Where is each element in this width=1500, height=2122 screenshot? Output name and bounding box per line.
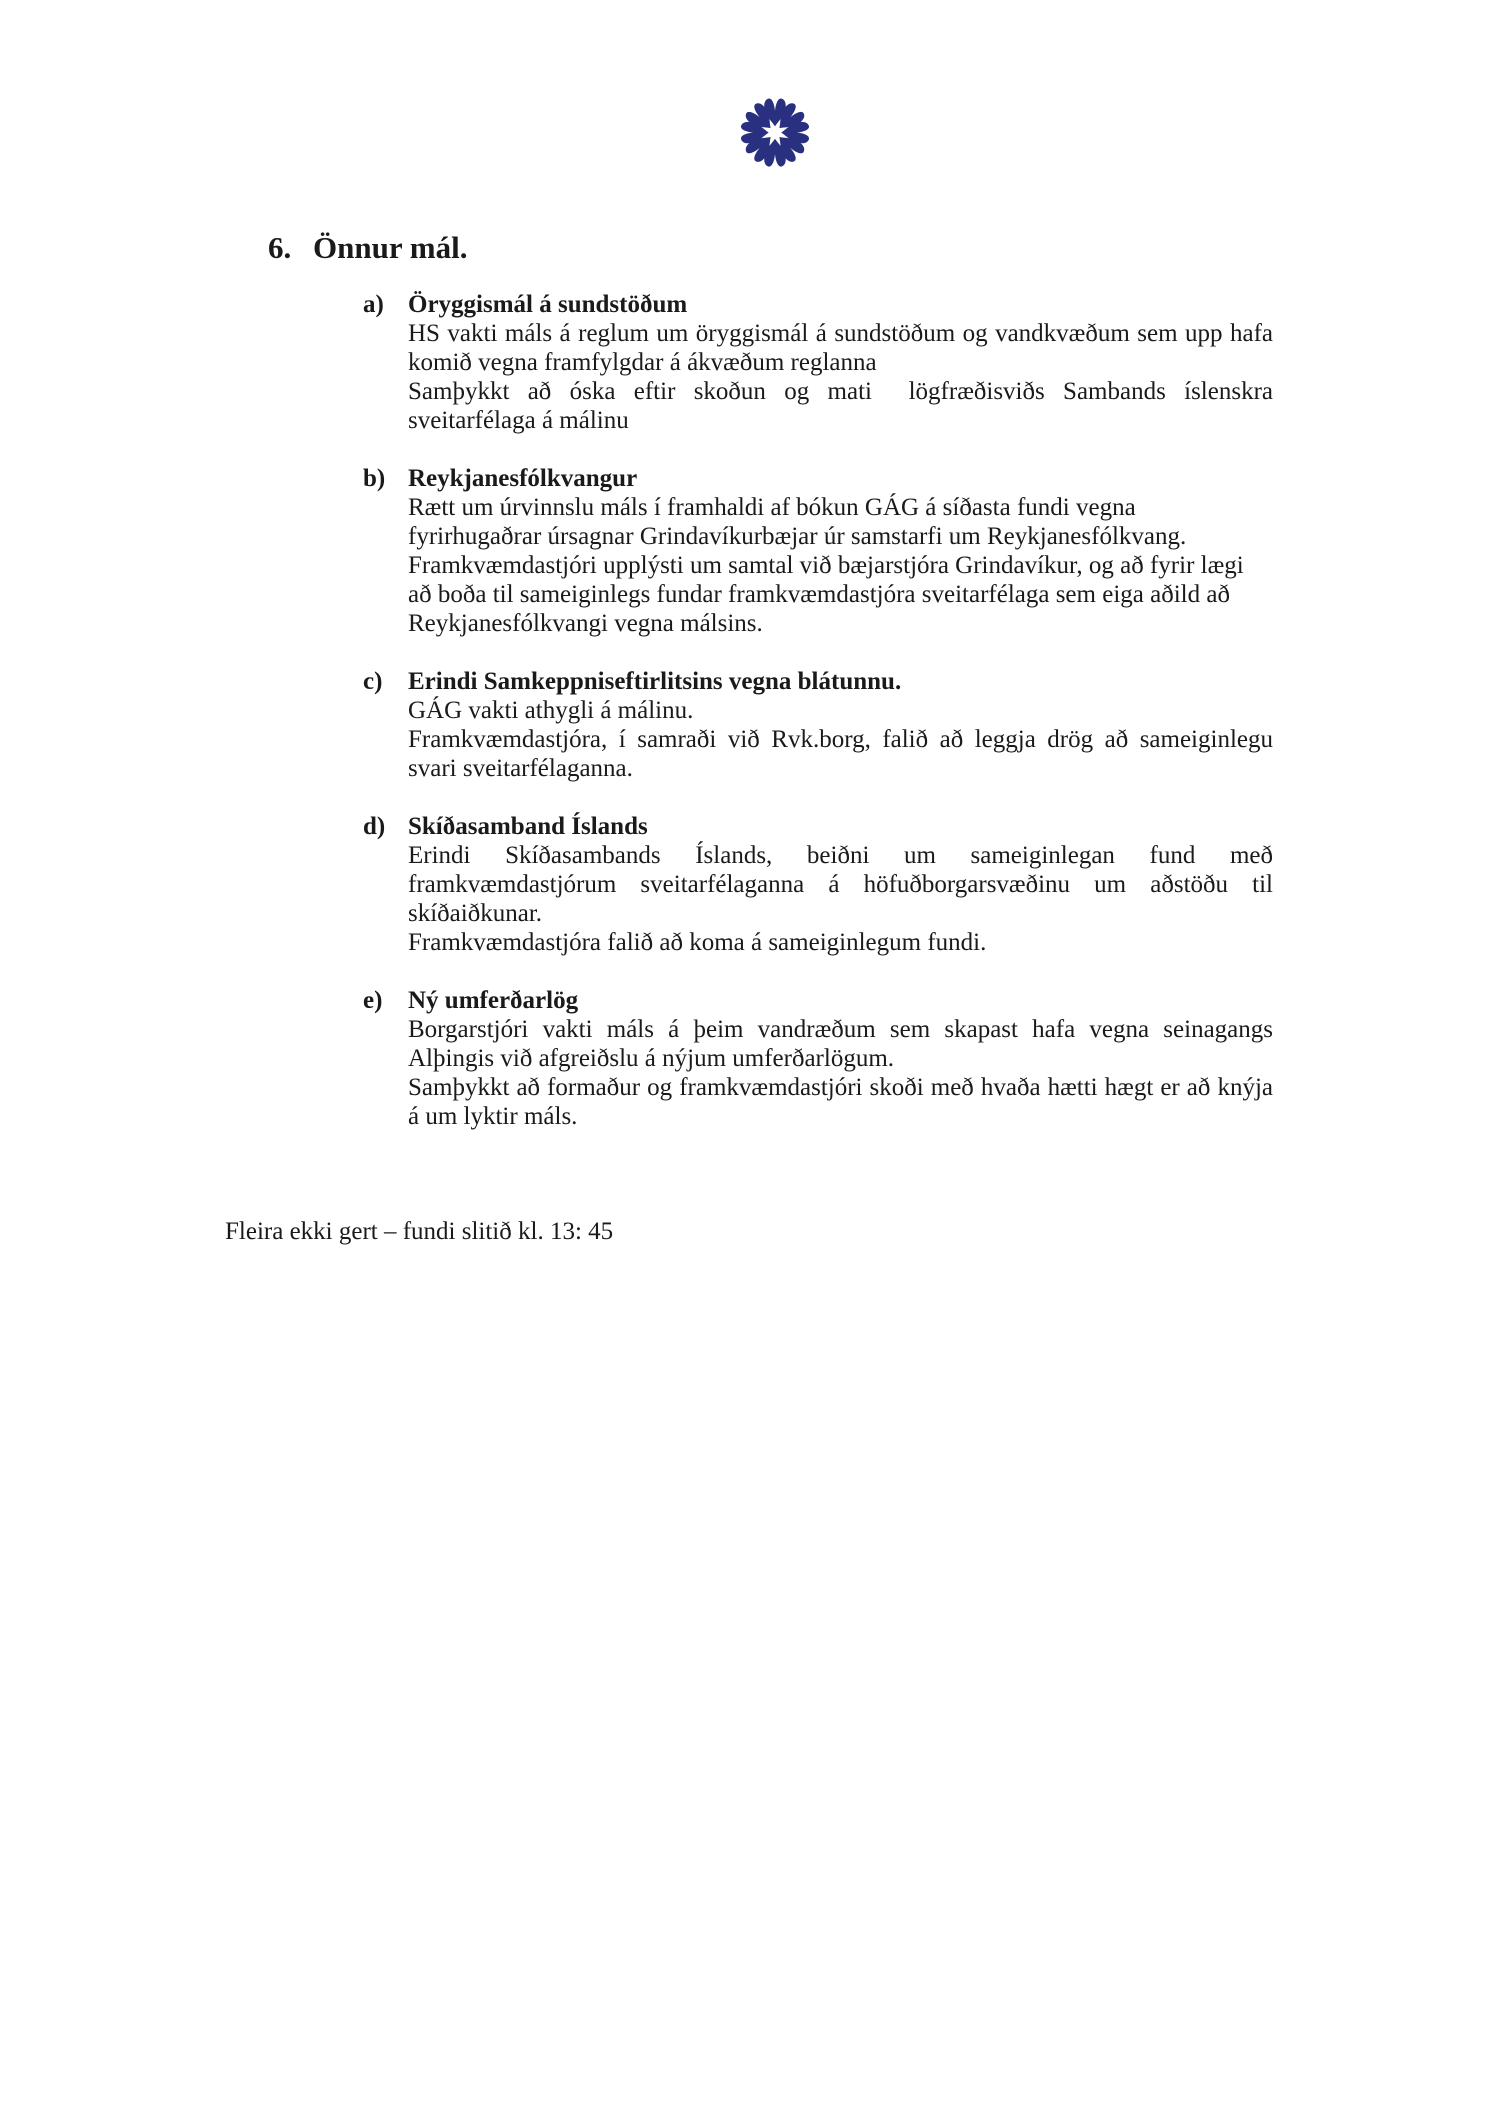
subitem-text-line: sveitarfélaga á málinu (408, 407, 629, 434)
subitem-text-line: á um lyktir máls. (408, 1103, 578, 1130)
subitem-body (408, 464, 1273, 638)
subitem-title: Öryggismál á sundstöðum (408, 291, 688, 318)
agenda-item-title: Önnur mál. (313, 230, 468, 265)
subitem-text-line: Samþykkt að formaður og framkvæmdastjóri skoði með hvaða hætti hægt er að knýja (408, 1074, 1273, 1101)
agenda-item-heading (268, 230, 467, 266)
subitem-title: Erindi Samkeppniseftirlitsins vegna blátunnu. (408, 668, 902, 695)
subitem-title: Ný umferðarlög (408, 987, 579, 1014)
subitem-body (408, 290, 1273, 435)
subitem-text-line: skíðaiðkunar. (408, 900, 543, 927)
subitem-text-line: Reykjanesfólkvangi vegna málsins. (408, 610, 763, 637)
subitem-text-line: Framkvæmdastjóri upplýsti um samtal við bæjarstjóra Grindavíkur, og að fyrir lægi (408, 552, 1244, 579)
subitem-section (363, 290, 1278, 435)
snowflake-logo-icon (735, 92, 815, 170)
subitem-label: a) (363, 291, 384, 318)
subitem-text-line: fyrirhugaðrar úrsagnar Grindavíkurbæjar úr samstarfi um Reykjanesfólkvang. (408, 523, 1187, 550)
subitem-label: c) (363, 668, 383, 695)
subitem-text-line: Borgarstjóri vakti máls á þeim vandræðum sem skapast hafa vegna seinagangs (408, 1016, 1273, 1043)
subitem-text-line: HS vakti máls á reglum um öryggismál á sundstöðum og vandkvæðum sem upp hafa (408, 320, 1273, 347)
subitem-label: e) (363, 987, 383, 1014)
subitem-body (408, 812, 1273, 957)
subitem-text-line: að boða til sameiginlegs fundar framkvæmdastjóra sveitarfélaga sem eiga aðild að (408, 581, 1230, 608)
subitem-text-line: komið vegna framfylgdar á ákvæðum reglanna (408, 349, 877, 376)
subitem-text-line: Erindi Skíðasambands Íslands, beiðni um sameiginlegan fund með (408, 842, 1273, 869)
subitem-label: b) (363, 465, 386, 492)
subitem-section (363, 667, 1278, 783)
subitem-title: Reykjanesfólkvangur (408, 465, 638, 492)
subitem-section (363, 464, 1278, 638)
subitem-text-line: Samþykkt að óska eftir skoðun og mati lögfræðisviðs Sambands íslenskra (408, 378, 1273, 405)
subitem-text-line: framkvæmdastjórum sveitarfélaganna á höfuðborgarsvæðinu um aðstöðu til (408, 871, 1273, 898)
subitem-section (363, 986, 1278, 1131)
agenda-item-number: 6. (268, 230, 292, 265)
subitems-container (363, 290, 1278, 1160)
meeting-closing-line: Fleira ekki gert – fundi slitið kl. 13: 45 (225, 1218, 614, 1245)
subitem-body (408, 667, 1273, 783)
subitem-title: Skíðasamband Íslands (408, 813, 648, 840)
subitem-text-line: Rætt um úrvinnslu máls í framhaldi af bókun GÁG á síðasta fundi vegna (408, 494, 1136, 521)
subitem-text-line: Framkvæmdastjóra falið að koma á sameiginlegum fundi. (408, 929, 987, 956)
subitem-text-line: Framkvæmdastjóra, í samraði við Rvk.borg, falið að leggja drög að sameiginlegu (408, 726, 1273, 753)
subitem-text-line: Alþingis við afgreiðslu á nýjum umferðarlögum. (408, 1045, 895, 1072)
subitem-section (363, 812, 1278, 957)
subitem-label: d) (363, 813, 386, 840)
subitem-text-line: GÁG vakti athygli á málinu. (408, 697, 694, 724)
subitem-text-line: svari sveitarfélaganna. (408, 755, 633, 782)
subitem-body (408, 986, 1273, 1131)
